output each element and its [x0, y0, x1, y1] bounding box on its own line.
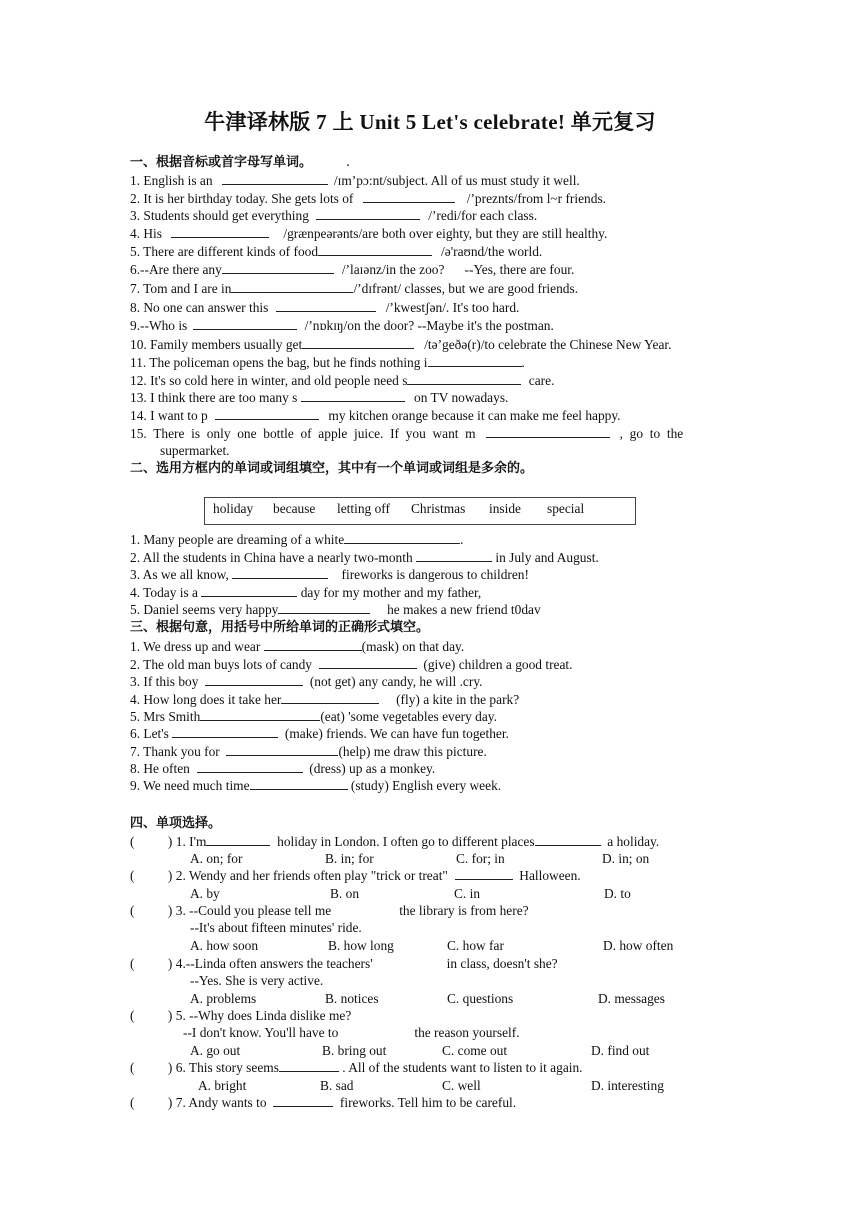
option-c[interactable]: C. questions — [447, 991, 514, 1006]
answer-paren[interactable]: ( ) — [130, 834, 173, 849]
blank[interactable] — [407, 372, 521, 385]
word-bank-item: inside — [489, 501, 521, 516]
option-a[interactable]: A. go out — [190, 1043, 241, 1058]
s3-item-4: 4. How long does it take her (fly) a kite in the park? — [130, 692, 520, 707]
blank[interactable] — [205, 673, 303, 686]
blank[interactable] — [200, 708, 320, 721]
option-a[interactable]: A. how soon — [190, 938, 259, 953]
blank — [273, 1094, 333, 1107]
blank — [279, 1059, 339, 1072]
section-4-heading: 四、单项选择。 — [130, 816, 222, 831]
blank[interactable] — [232, 566, 328, 579]
blank[interactable] — [226, 743, 338, 756]
word-bank-item: letting off — [337, 501, 390, 516]
mc-question-3: ( ) 3. --Could you please tell me the library is from here? — [130, 903, 529, 918]
option-c[interactable]: C. for; in — [456, 851, 505, 866]
s3-item-5: 5. Mrs Smith (eat) 'some vegetables every day. — [130, 709, 497, 724]
blank[interactable] — [264, 638, 362, 651]
s2-item-5: 5. Daniel seems very happy he makes a new friend t0dav — [130, 602, 541, 617]
s3-item-3: 3. If this boy (not get) any candy, he will .cry. — [130, 674, 483, 689]
blank[interactable] — [363, 190, 455, 203]
blank[interactable] — [316, 207, 420, 220]
blank[interactable] — [215, 407, 319, 420]
s2-item-3: 3. As we all know, fireworks is dangerous to children! — [130, 567, 529, 582]
s1-item-3: 3. Students should get everything /’redi/for each class. — [130, 208, 538, 223]
option-a[interactable]: A. bright — [198, 1078, 247, 1093]
option-a[interactable]: A. by — [190, 886, 220, 901]
option-b[interactable]: B. bring out — [322, 1043, 387, 1058]
option-a[interactable]: A. problems — [190, 991, 257, 1006]
blank[interactable] — [276, 299, 376, 312]
s1-item-13: 13. I think there are too many s on TV nowadays. — [130, 390, 509, 405]
mc-question-7: ( ) 7. Andy wants to fireworks. Tell him to be careful. — [130, 1095, 517, 1110]
option-c[interactable]: C. come out — [442, 1043, 508, 1058]
option-c[interactable]: C. how far — [447, 938, 504, 953]
blank — [206, 833, 270, 846]
s1-item-12: 12. It's so cold here in winter, and old people need s care. — [130, 373, 555, 388]
answer-paren[interactable]: ( ) — [130, 903, 173, 918]
word-bank-item: because — [273, 501, 316, 516]
s1-item-2: 2. It is her birthday today. She gets lots of /’preznts/from l~r friends. — [130, 191, 606, 206]
mc-question-5: ( ) 5. --Why does Linda dislike me? — [130, 1008, 352, 1023]
section-3-heading: 三、根据句意，用括号中所给单词的正确形式填空。 — [130, 620, 430, 635]
blank[interactable] — [171, 225, 269, 238]
s3-item-2: 2. The old man buys lots of candy (give) children a good treat. — [130, 657, 573, 672]
s2-item-4: 4. Today is a day for my mother and my father, — [130, 585, 482, 600]
option-b[interactable]: B. notices — [325, 991, 379, 1006]
blank[interactable] — [319, 656, 417, 669]
answer-paren[interactable]: ( ) — [130, 1008, 173, 1023]
option-b[interactable]: B. in; for — [325, 851, 374, 866]
dialog-reply: --Yes. She is very active. — [190, 973, 324, 988]
s3-item-6: 6. Let's (make) friends. We can have fun together. — [130, 726, 509, 741]
s3-item-8: 8. He often (dress) up as a monkey. — [130, 761, 436, 776]
option-b[interactable]: B. on — [330, 886, 360, 901]
mc-question-4: ( ) 4.--Linda often answers the teachers' in class, doesn't she? — [130, 956, 558, 971]
s2-item-1: 1. Many people are dreaming of a white . — [130, 532, 464, 547]
blank[interactable] — [201, 584, 297, 597]
blank[interactable] — [278, 601, 370, 614]
option-d[interactable]: D. how often — [603, 938, 674, 953]
s1-item-1: 1. English is an /ɪm’pɔ:nt/subject. All of us must study it well. — [130, 173, 580, 188]
blank[interactable] — [428, 354, 522, 367]
s1-item-14: 14. I want to p my kitchen orange because it can make me feel happy. — [130, 408, 621, 423]
blank[interactable] — [318, 243, 432, 256]
s1-item-15-cont: supermarket. — [160, 443, 230, 458]
blank[interactable] — [222, 261, 334, 274]
option-d[interactable]: D. interesting — [591, 1078, 664, 1093]
s2-item-2: 2. All the students in China have a nearly two-month in July and August. — [130, 550, 599, 565]
blank[interactable] — [416, 549, 492, 562]
mc-question-2: ( ) 2. Wendy and her friends often play "trick or treat" Halloween. — [130, 868, 581, 883]
blank[interactable] — [301, 389, 405, 402]
s1-item-11: 11. The policeman opens the bag, but he finds nothing i . — [130, 355, 525, 370]
blank[interactable] — [172, 725, 278, 738]
dialog-reply: --I don't know. You'll have to the reason yourself. — [183, 1025, 520, 1040]
section-1-heading: 一、根据音标或首字母写单词。 . — [130, 155, 351, 170]
section-2-heading: 二、选用方框内的单词或词组填空，其中有一个单词或词组是多余的。 — [130, 461, 534, 476]
answer-paren[interactable]: ( ) — [130, 868, 173, 883]
blank[interactable] — [344, 531, 460, 544]
option-d[interactable]: D. find out — [591, 1043, 650, 1058]
dialog-reply: --It's about fifteen minutes' ride. — [190, 920, 362, 935]
option-d[interactable]: D. messages — [598, 991, 665, 1006]
blank[interactable] — [302, 336, 414, 349]
word-bank-item: special — [547, 501, 585, 516]
option-c[interactable]: C. in — [454, 886, 481, 901]
word-bank-box — [204, 497, 636, 525]
s1-item-15: 15. There is only one bottle of apple juice. If you want m , go to the — [130, 426, 684, 441]
blank[interactable] — [197, 760, 303, 773]
mc-question-6: ( ) 6. This story seems . All of the students want to listen to it again. — [130, 1060, 583, 1075]
option-d[interactable]: D. to — [604, 886, 631, 901]
blank[interactable] — [222, 172, 328, 185]
s1-item-6: 6.--Are there any /’laɪənz/in the zoo? --Yes, there are four. — [130, 262, 575, 277]
blank[interactable] — [281, 691, 379, 704]
word-bank-item: Christmas — [411, 501, 466, 516]
option-d[interactable]: D. in; on — [602, 851, 650, 866]
blank — [535, 833, 601, 846]
blank — [455, 867, 513, 880]
answer-paren[interactable]: ( ) — [130, 1060, 173, 1075]
s3-item-9: 9. We need much time (study) English every week. — [130, 778, 502, 793]
s3-item-1: 1. We dress up and wear (mask) on that day. — [130, 639, 465, 654]
option-b[interactable]: B. sad — [320, 1078, 354, 1093]
answer-paren[interactable]: ( ) — [130, 956, 173, 971]
s1-item-8: 8. No one can answer this /’kwestʃən/. It's too hard. — [130, 300, 520, 315]
s1-item-7: 7. Tom and I are in /’dɪfrənt/ classes, but we are good friends. — [130, 281, 579, 296]
word-bank-item: holiday — [213, 501, 254, 516]
s1-item-5: 5. There are different kinds of food /ə'raʊnd/the world. — [130, 244, 543, 259]
option-c[interactable]: C. well — [442, 1078, 481, 1093]
blank[interactable] — [193, 317, 297, 330]
option-b[interactable]: B. how long — [328, 938, 394, 953]
option-a[interactable]: A. on; for — [190, 851, 243, 866]
s3-item-7: 7. Thank you for (help) me draw this picture. — [130, 744, 487, 759]
s1-item-10: 10. Family members usually get /tə’geðə(r)/to celebrate the Chinese New Year. — [130, 337, 672, 352]
answer-paren[interactable]: ( ) — [130, 1095, 173, 1110]
s1-item-4: 4. His /grænpeərənts/are both over eighty, but they are still healthy. — [130, 226, 608, 241]
mc-question-1: ( ) 1. I'm holiday in London. I often go to different places a holiday. — [130, 834, 660, 849]
page-title: 牛津译林版 7 上 Unit 5 Let's celebrate! 单元复习 — [204, 110, 656, 134]
blank[interactable] — [486, 425, 610, 438]
s1-item-9: 9.--Who is /’nɒkɪŋ/on the door? --Maybe it's the postman. — [130, 318, 554, 333]
blank[interactable] — [231, 280, 353, 293]
blank[interactable] — [250, 777, 348, 790]
